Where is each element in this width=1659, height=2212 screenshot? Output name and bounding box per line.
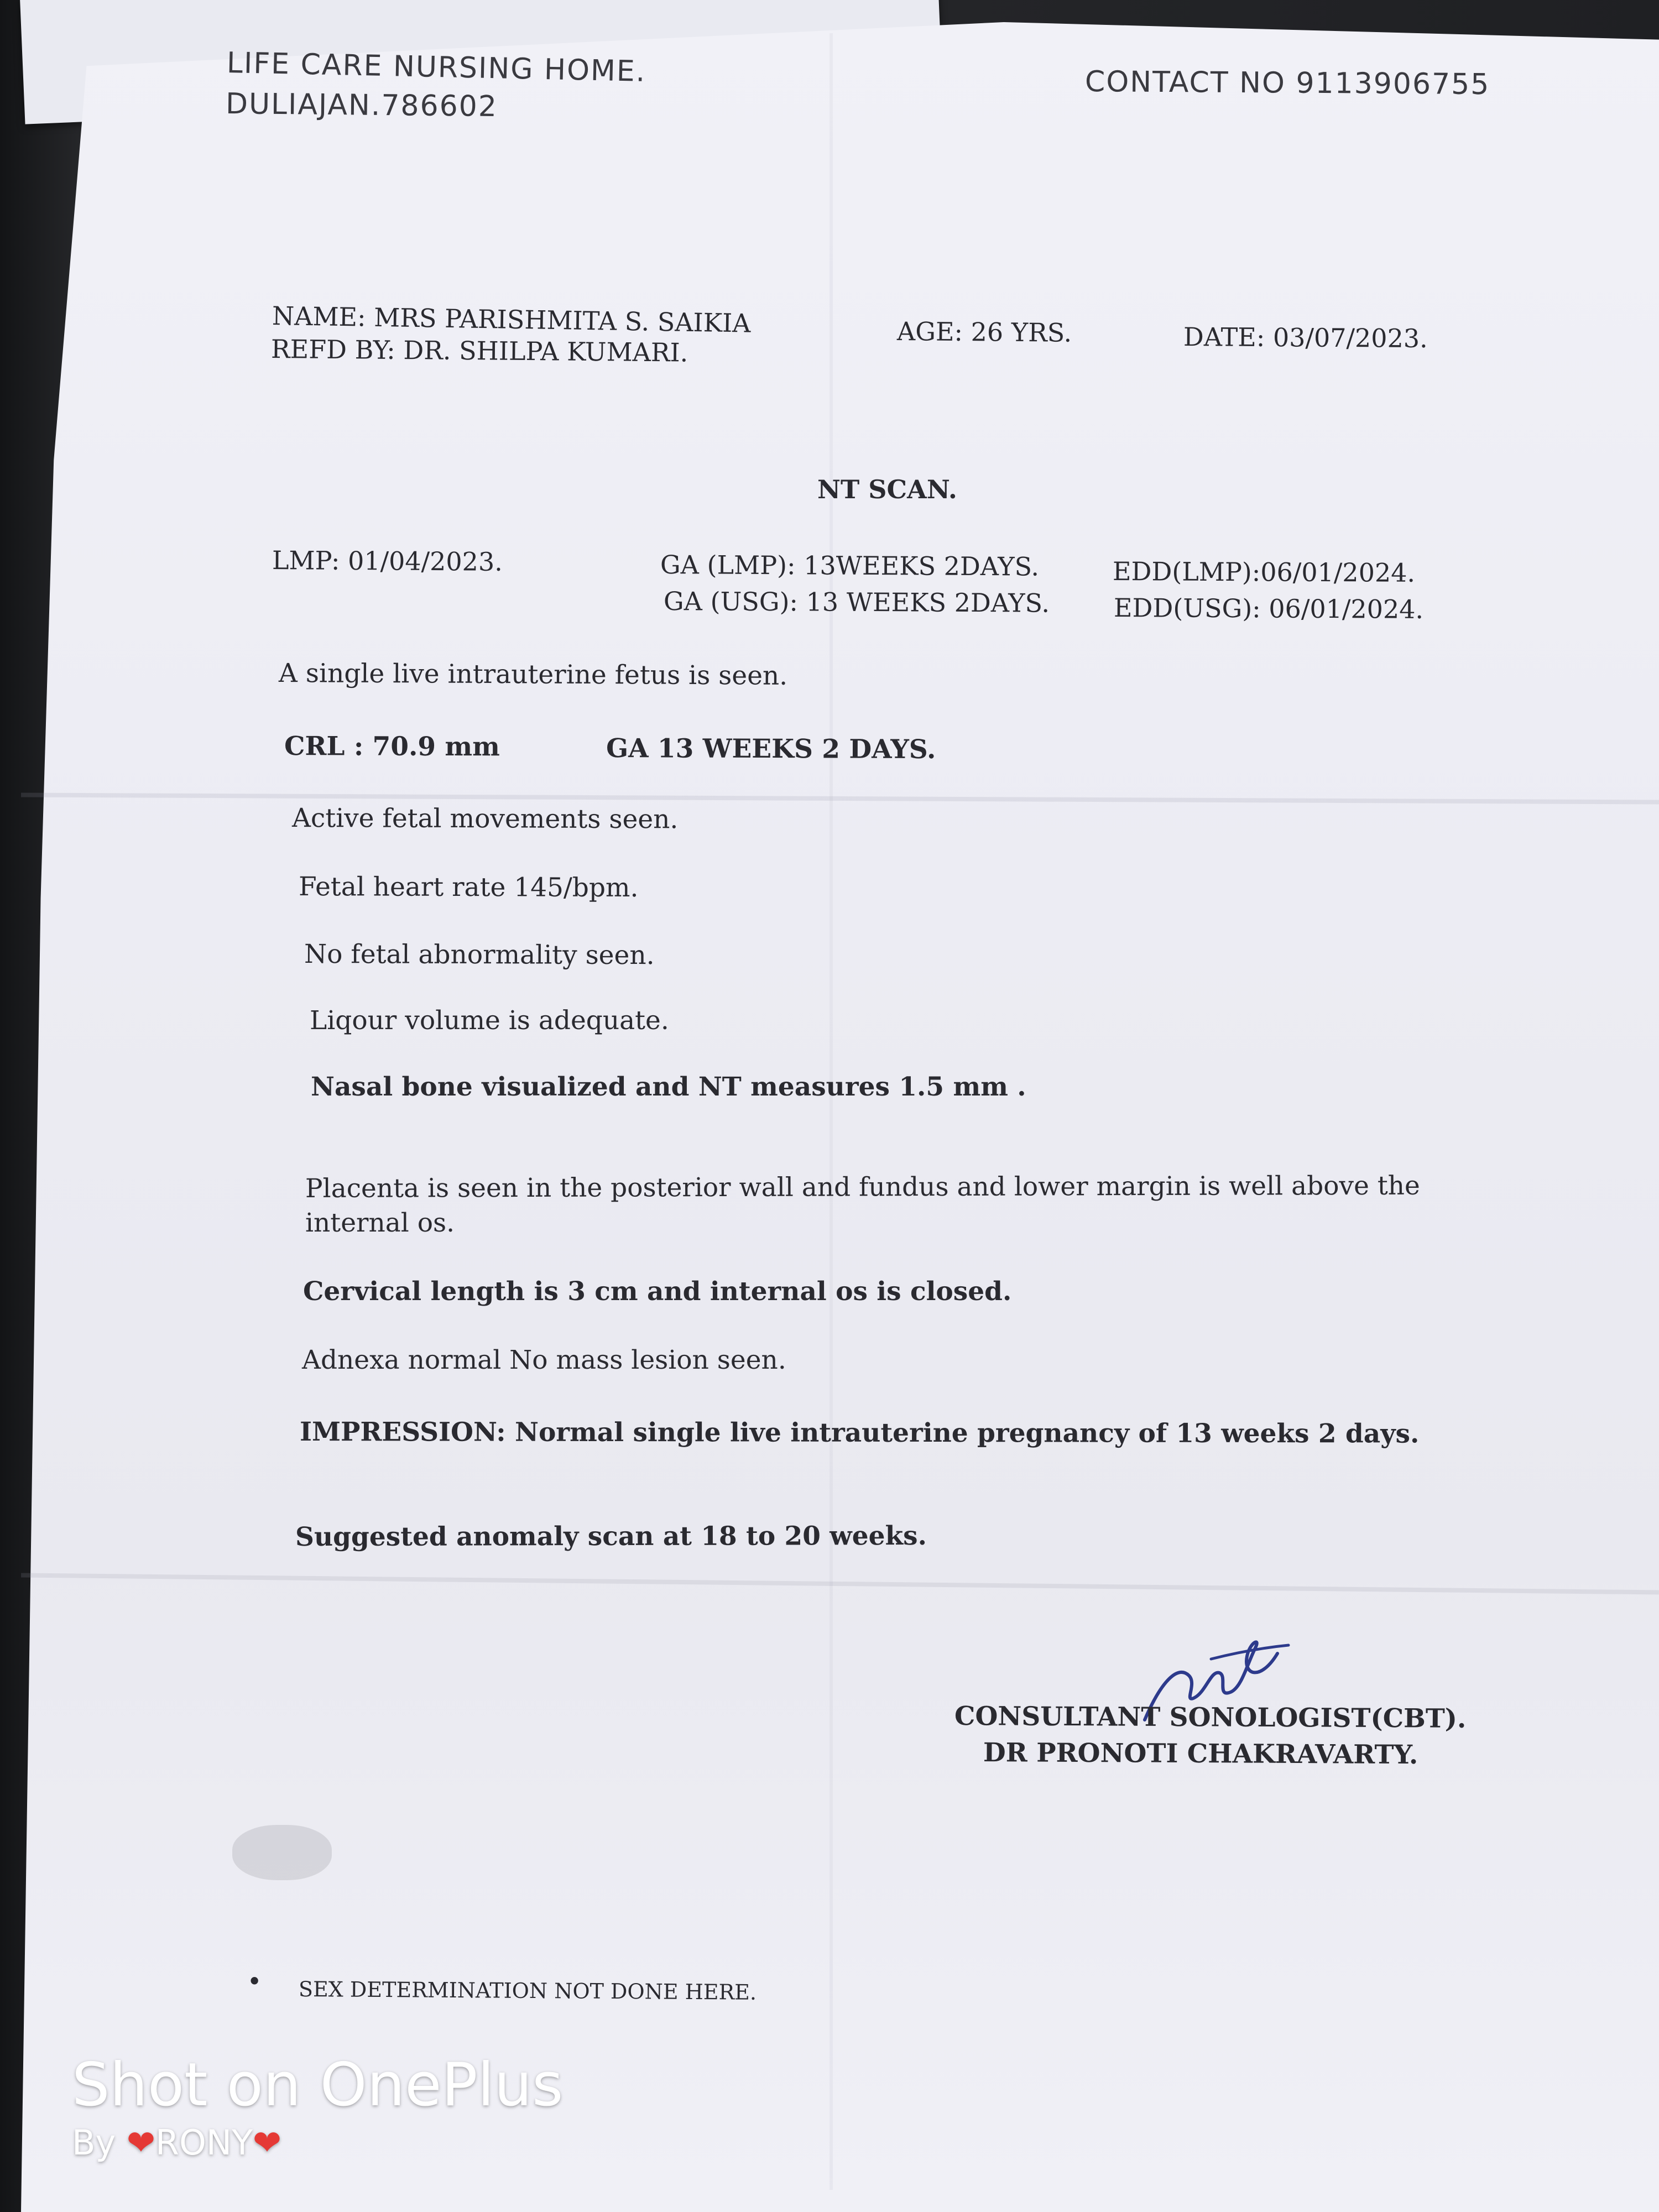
clinic-contact: CONTACT NO 9113906755	[1084, 65, 1490, 102]
finding-cervix: Cervical length is 3 cm and internal os is closed.	[303, 1276, 1012, 1307]
signatory-title: CONSULTANT SONOLOGIST(CBT).	[954, 1701, 1467, 1734]
ga-lmp: GA (LMP): 13WEEKS 2DAYS.	[660, 550, 1040, 582]
signatory-name: DR PRONOTI CHAKRAVARTY.	[983, 1738, 1418, 1771]
report-date: DATE: 03/07/2023.	[1183, 322, 1428, 354]
referred-by: REFD BY: DR. SHILPA KUMARI.	[270, 334, 688, 368]
finding-liquor: Liqour volume is adequate.	[310, 1005, 669, 1036]
finding-crl: CRL : 70.9 mm	[284, 731, 500, 763]
finding-movements: Active fetal movements seen.	[291, 803, 679, 835]
watermark-by-label: By	[72, 2122, 127, 2163]
paper-stain	[232, 1825, 332, 1880]
report-title: NT SCAN.	[817, 474, 957, 504]
edd-usg: EDD(USG): 06/01/2024.	[1113, 593, 1424, 624]
finding-heart-rate: Fetal heart rate 145/bpm.	[298, 872, 639, 904]
impression-label: IMPRESSION	[299, 1417, 497, 1448]
finding-nasal-nt: Nasal bone visualized and NT measures 1.5 mm .	[311, 1072, 1026, 1102]
impression	[300, 1419, 1419, 1447]
ga-usg: GA (USG): 13 WEEKS 2DAYS.	[663, 586, 1050, 618]
edd-lmp: EDD(LMP):06/01/2024.	[1112, 556, 1416, 588]
suggestion: Suggested anomaly scan at 18 to 20 weeks.	[295, 1521, 927, 1552]
watermark-author: RONY	[155, 2122, 253, 2163]
heart-icon: ❤	[253, 2122, 281, 2163]
heart-icon: ❤	[126, 2122, 155, 2163]
clinic-name: LIFE CARE NURSING HOME.	[226, 46, 646, 88]
footer-bullet: •	[248, 1969, 262, 1994]
finding-ga-crl: GA 13 WEEKS 2 DAYS.	[606, 733, 936, 765]
finding-adnexa: Adnexa normal No mass lesion seen.	[302, 1345, 786, 1375]
finding-placenta: Placenta is seen in the posterior wall and fundus and lower margin is well above the	[305, 1170, 1420, 1204]
camera-watermark-title: Shot on OnePlus	[72, 2051, 564, 2120]
patient-name: NAME: MRS PARISHMITA S. SAIKIA	[272, 301, 751, 338]
finding-placenta-cont: internal os.	[305, 1208, 455, 1238]
clinic-address: DULIAJAN.786602	[225, 87, 498, 124]
finding-fetus: A single live intrauterine fetus is seen.	[278, 658, 788, 691]
camera-watermark-byline	[72, 2122, 281, 2163]
footer-note: SEX DETERMINATION NOT DONE HERE.	[298, 1977, 757, 2005]
paper-fold	[830, 33, 833, 2190]
lmp-date: LMP: 01/04/2023.	[272, 545, 503, 577]
patient-age: AGE: 26 YRS.	[896, 316, 1072, 348]
impression-text: : Normal single live intrauterine pregnancy of 13 weeks 2 days.	[496, 1417, 1420, 1449]
finding-abnormality: No fetal abnormality seen.	[304, 939, 655, 971]
